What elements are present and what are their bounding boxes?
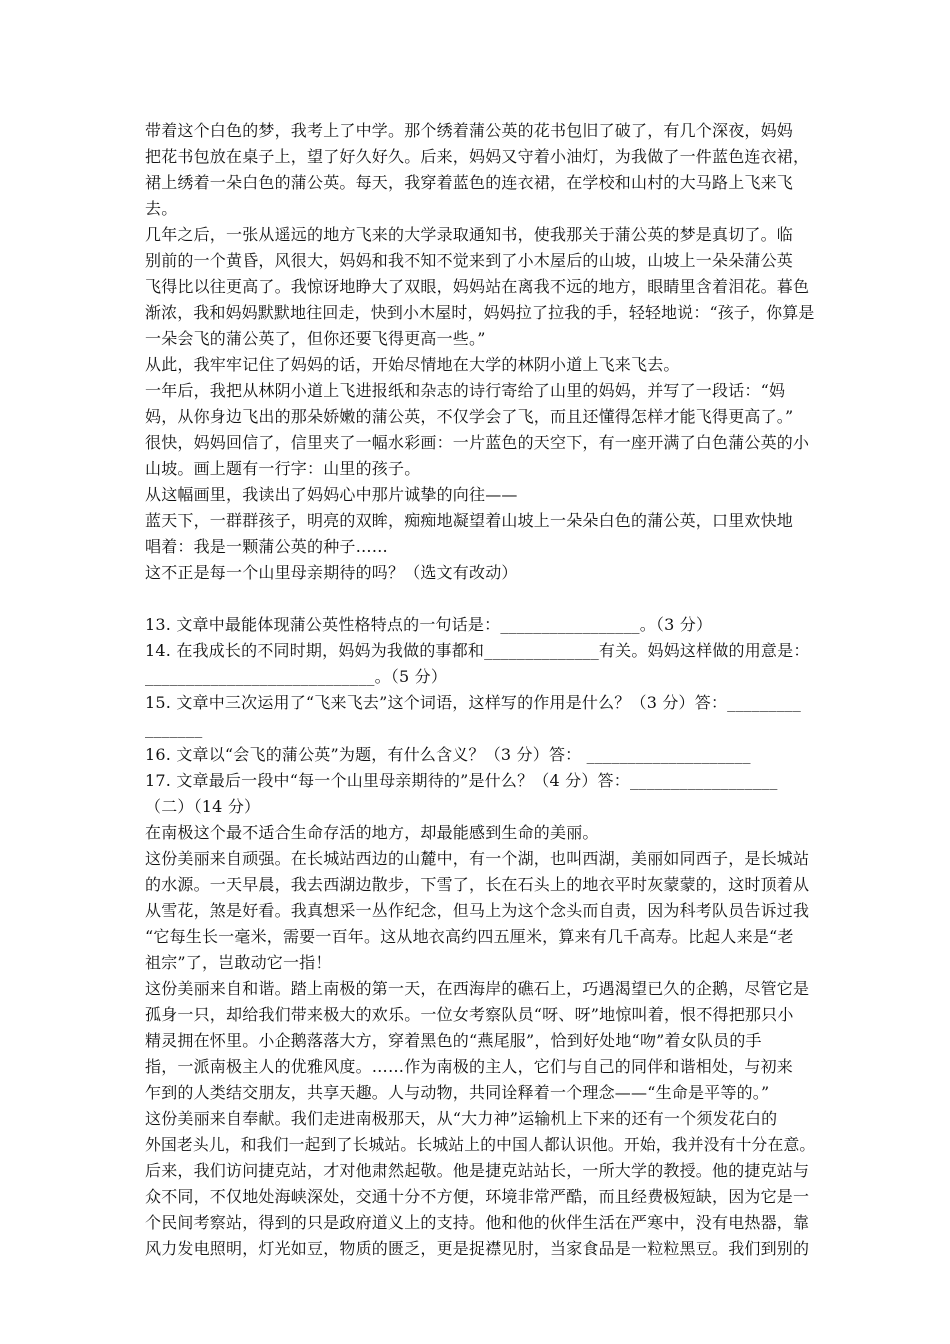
text-line: 后来，我们访问捷克站，才对他肃然起敬。他是捷克站站长，一所大学的教授。他的捷克站与 bbox=[145, 1161, 810, 1180]
text-line: 乍到的人类结交朋友，共享天趣。人与动物，共同诠释着一个理念——“生命是平等的。” bbox=[145, 1083, 770, 1102]
text-line: 带着这个白色的梦，我考上了中学。那个绣着蒲公英的花书包旧了破了，有几个深夜，妈妈 bbox=[145, 121, 794, 140]
text-line: 从这幅画里，我读出了妈妈心中那片诚挚的向往—— bbox=[145, 485, 518, 504]
text-line: “它每生长一毫米，需要一百年。这从地衣高约四五厘米，算来有几千高寿。比起人来是“老 bbox=[145, 927, 794, 946]
question-14-answer-line: ____________________________。（5 分） bbox=[145, 667, 448, 686]
text-line: 唱着：我是一颗蒲公英的种子…… bbox=[145, 537, 389, 556]
text-line: 祖宗”了，岂敢动它一指！ bbox=[145, 953, 332, 972]
question-17: 17. 文章最后一段中“每一个山里母亲期待的”是什么？（4 分）答：__________________ bbox=[145, 771, 778, 790]
text-line: 别前的一个黄昏，风很大，妈妈和我不知不觉来到了小木屋后的山坡，山坡上一朵朵蒲公英 bbox=[145, 251, 794, 270]
text-line: 孤身一只，却给我们带来极大的欢乐。一位女考察队员“呀、呀”地惊叫着，恨不得把那只小 bbox=[145, 1005, 794, 1024]
text-line: 这不正是每一个山里母亲期待的吗？（选文有改动） bbox=[145, 563, 518, 582]
text-line: 这份美丽来自顽强。在长城站西边的山麓中，有一个湖，也叫西湖，美丽如同西子，是长城站 bbox=[145, 849, 810, 868]
text-line: 个民间考察站，得到的只是政府道义上的支持。他和他的伙伴生活在严寒中，没有电热器，靠 bbox=[145, 1213, 810, 1232]
text-line: 妈，从你身边飞出的那朵娇嫩的蒲公英，不仅学会了飞，而且还懂得怎样才能飞得更高了。” bbox=[145, 407, 794, 426]
text-line: 的水源。一天早晨，我去西湖边散步，下雪了，长在石头上的地衣平时灰蒙蒙的，这时顶着从 bbox=[145, 875, 810, 894]
text-line: 渐浓，我和妈妈默默地往回走，快到小木屋时，妈妈拉了拉我的手，轻轻地说：“孩子，你算是 bbox=[145, 303, 815, 322]
text-line: 裙上绣着一朵白色的蒲公英。每天，我穿着蓝色的连衣裙，在学校和山村的大马路上飞来飞 bbox=[145, 173, 794, 192]
question-13: 13. 文章中最能体现蒲公英性格特点的一句话是：_________________。（3 分） bbox=[145, 615, 713, 634]
text-line: 一朵会飞的蒲公英了，但你还要飞得更高一些。” bbox=[145, 329, 486, 348]
text-line: 山坡。画上题有一行字：山里的孩子。 bbox=[145, 459, 421, 478]
text-line: 从此，我牢牢记住了妈妈的话，开始尽情地在大学的林阴小道上飞来飞去。 bbox=[145, 355, 680, 374]
section-heading: （二）（14 分） bbox=[145, 797, 261, 816]
text-line: 精灵拥在怀里。小企鹅落落大方，穿着黑色的“燕尾服”，恰到好处地“吻”着女队员的手 bbox=[145, 1031, 762, 1050]
question-14: 14. 在我成长的不同时期，妈妈为我做的事都和______________有关。妈妈这样做的用意是： bbox=[145, 641, 810, 660]
question-16: 16. 文章以“会飞的蒲公英”为题，有什么含义？（3 分）答： ____________________ bbox=[145, 745, 751, 764]
text-line: 从雪花，煞是好看。我真想采一丛作纪念，但马上为这个念头而自责，因为科考队员告诉过我 bbox=[145, 901, 810, 920]
text-line: 把花书包放在桌子上，望了好久好久。后来，妈妈又守着小油灯，为我做了一件蓝色连衣裙， bbox=[145, 147, 810, 166]
question-15: 15. 文章中三次运用了“飞来飞去”这个词语，这样写的作用是什么？（3 分）答：_________ bbox=[145, 693, 801, 712]
text-line: 指，一派南极主人的优雅风度。……作为南极的主人，它们与自己的同伴和谐相处，与初来 bbox=[145, 1057, 794, 1076]
text-line: 飞得比以往更高了。我惊讶地睁大了双眼，妈妈站在离我不远的地方，眼睛里含着泪花。暮色 bbox=[145, 277, 810, 296]
text-line: 在南极这个最不适合生命存活的地方，却最能感到生命的美丽。 bbox=[145, 823, 599, 842]
text-line: 这份美丽来自奉献。我们走进南极那天，从“大力神”运输机上下来的还有一个须发花白的 bbox=[145, 1109, 778, 1128]
text-line: 几年之后，一张从遥远的地方飞来的大学录取通知书，使我那关于蒲公英的梦是真切了。临 bbox=[145, 225, 794, 244]
text-line: 风力发电照明，灯光如豆，物质的匮乏，更是捉襟见肘，当家食品是一粒粒黑豆。我们到别的 bbox=[145, 1239, 810, 1258]
text-line: 去。 bbox=[145, 199, 178, 218]
text-line: 蓝天下，一群群孩子，明亮的双眸，痴痴地凝望着山坡上一朵朵白色的蒲公英，口里欢快地 bbox=[145, 511, 794, 530]
text-line: 这份美丽来自和谐。踏上南极的第一天，在西海岸的礁石上，巧遇渴望已久的企鹅，尽管它是 bbox=[145, 979, 810, 998]
text-line: 外国老头儿，和我们一起到了长城站。长城站上的中国人都认识他。开始，我并没有十分在意。 bbox=[145, 1135, 816, 1154]
question-15-answer-line: _______ bbox=[145, 719, 203, 738]
text-line: 一年后，我把从林阴小道上飞进报纸和杂志的诗行寄给了山里的妈妈，并写了一段话：“妈 bbox=[145, 381, 786, 400]
text-line: 很快，妈妈回信了，信里夹了一幅水彩画：一片蓝色的天空下，有一座开满了白色蒲公英的小 bbox=[145, 433, 810, 452]
text-line: 众不同，不仅地处海峡深处，交通十分不方便，环境非常严酷，而且经费极短缺，因为它是一 bbox=[145, 1187, 810, 1206]
